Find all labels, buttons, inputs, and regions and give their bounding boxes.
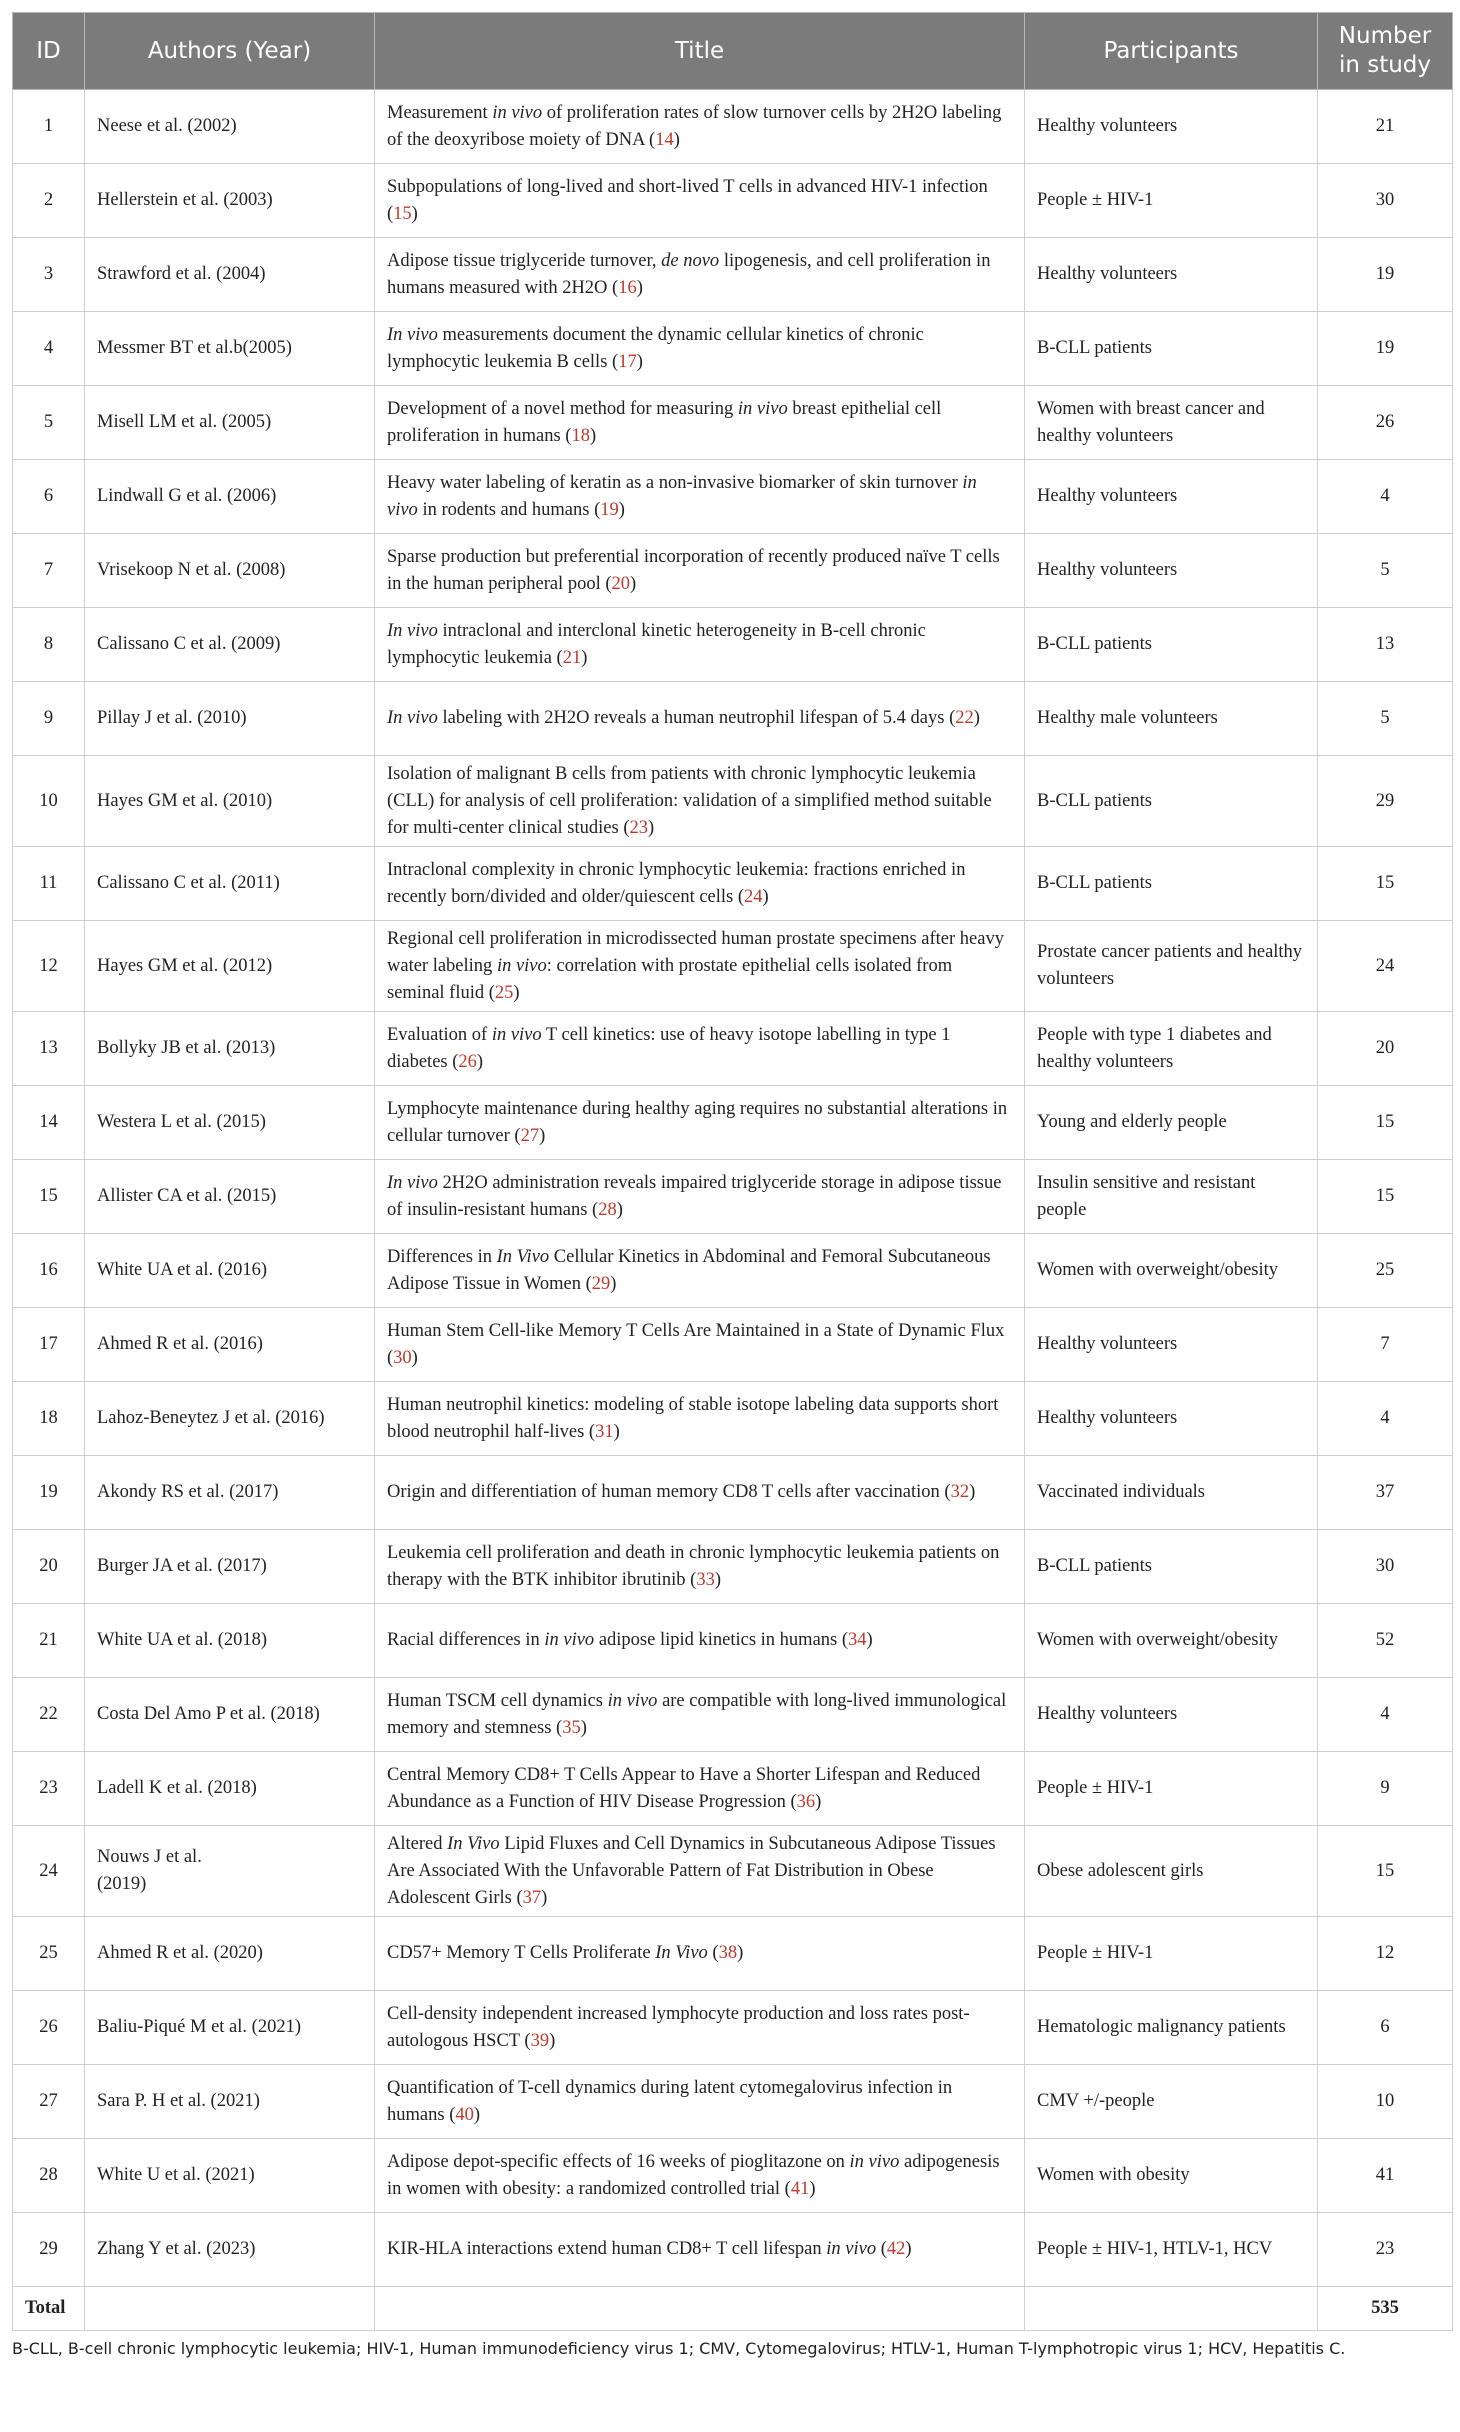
studies-table-container xyxy=(12,12,1452,2358)
reference-link[interactable]: 40 xyxy=(455,2104,474,2125)
title-text: Sparse production but preferential incorporation of recently produced naïve T cells in the human peripheral pool xyxy=(387,546,1000,594)
table-row xyxy=(13,1012,1453,1086)
reference-link[interactable]: 30 xyxy=(393,1347,412,1368)
reference-link[interactable]: 31 xyxy=(595,1421,614,1442)
table-row xyxy=(13,1530,1453,1604)
cell-authors: Hayes GM et al. (2012) xyxy=(85,921,375,1012)
cell-authors: Hellerstein et al. (2003) xyxy=(85,164,375,238)
cell-id: 29 xyxy=(13,2213,85,2287)
cell-number: 20 xyxy=(1318,1012,1453,1086)
table-row xyxy=(13,312,1453,386)
cell-participants: Prostate cancer patients and healthy volunteers xyxy=(1025,921,1318,1012)
cell-title: CD57+ Memory T Cells Proliferate In Vivo (38) xyxy=(375,1917,1025,1991)
cell-title: Sparse production but preferential incorporation of recently produced naïve T cells in the human peripheral pool (20) xyxy=(375,534,1025,608)
cell-number: 41 xyxy=(1318,2139,1453,2213)
cell-participants: B-CLL patients xyxy=(1025,756,1318,847)
reference-link[interactable]: 32 xyxy=(950,1482,970,1502)
cell-authors: White UA et al. (2016) xyxy=(85,1234,375,1308)
table-row xyxy=(13,1160,1453,1234)
cell-participants: Women with overweight/obesity xyxy=(1025,1604,1318,1678)
table-row xyxy=(13,1604,1453,1678)
cell-participants: B-CLL patients xyxy=(1025,1530,1318,1604)
cell-authors: Neese et al. (2002) xyxy=(85,90,375,164)
table-row xyxy=(13,534,1453,608)
reference-link[interactable]: 28 xyxy=(598,1199,617,1220)
cell-title: Regional cell proliferation in microdissected human prostate specimens after heavy water labeling in vivo: correlation with prostate epithelial cells isolated from seminal fluid (25) xyxy=(375,921,1025,1012)
cell-title: In vivo 2H2O administration reveals impaired triglyceride storage in adipose tissue of insulin-resistant humans (28) xyxy=(375,1160,1025,1234)
title-text: Subpopulations of long-lived and short-lived T cells in advanced HIV-1 infection xyxy=(387,176,988,197)
title-text: Racial differences in in vivo adipose lipid kinetics in humans xyxy=(387,1630,838,1650)
cell-title: Cell-density independent increased lymphocyte production and loss rates post-autologous HSCT (39) xyxy=(375,1991,1025,2065)
cell-id: 10 xyxy=(13,756,85,847)
table-row xyxy=(13,1678,1453,1752)
cell-participants: Healthy male volunteers xyxy=(1025,682,1318,756)
cell-title: Heavy water labeling of keratin as a non-invasive biomarker of skin turnover in vivo in rodents and humans (19) xyxy=(375,460,1025,534)
cell-title: Lymphocyte maintenance during healthy aging requires no substantial alterations in cellular turnover (27) xyxy=(375,1086,1025,1160)
cell-participants: B-CLL patients xyxy=(1025,608,1318,682)
cell-participants: Healthy volunteers xyxy=(1025,1308,1318,1382)
cell-id: 13 xyxy=(13,1012,85,1086)
cell-id: 3 xyxy=(13,238,85,312)
title-text: Measurement in vivo of proliferation rates of slow turnover cells by 2H2O labeling of the deoxyribose moiety of DNA xyxy=(387,102,1002,150)
cell-number: 5 xyxy=(1318,682,1453,756)
cell-id: 4 xyxy=(13,312,85,386)
title-text: Human TSCM cell dynamics in vivo are compatible with long-lived immunological memory and stemness xyxy=(387,1690,1007,1738)
column-header-title: Title xyxy=(375,13,1025,90)
table-row xyxy=(13,238,1453,312)
total-label: Total xyxy=(13,2287,85,2331)
reference-link[interactable]: 39 xyxy=(530,2030,550,2051)
cell-participants: Healthy volunteers xyxy=(1025,1678,1318,1752)
cell-number: 7 xyxy=(1318,1308,1453,1382)
cell-number: 26 xyxy=(1318,386,1453,460)
title-text: In vivo 2H2O administration reveals impaired triglyceride storage in adipose tissue of insulin-resistant humans xyxy=(387,1172,1002,1220)
title-text: Central Memory CD8+ T Cells Appear to Have a Shorter Lifespan and Reduced Abundance as a Function of HIV Disease Progression xyxy=(387,1764,981,1812)
title-text: CD57+ Memory T Cells Proliferate In Vivo xyxy=(387,1943,708,1963)
title-text: In vivo labeling with 2H2O reveals a human neutrophil lifespan of 5.4 days xyxy=(387,708,945,728)
table-row xyxy=(13,90,1453,164)
cell-number: 15 xyxy=(1318,1086,1453,1160)
cell-number: 15 xyxy=(1318,1826,1453,1917)
cell-title: In vivo labeling with 2H2O reveals a human neutrophil lifespan of 5.4 days (22) xyxy=(375,682,1025,756)
reference-link[interactable]: 29 xyxy=(591,1273,611,1294)
cell-number: 10 xyxy=(1318,2065,1453,2139)
cell-authors: Ahmed R et al. (2020) xyxy=(85,1917,375,1991)
title-text: Altered In Vivo Lipid Fluxes and Cell Dynamics in Subcutaneous Adipose Tissues Are Associated With the Unfavorable Pattern of Fat Distribution in Obese Adolescent Girls xyxy=(387,1833,996,1908)
cell-id: 19 xyxy=(13,1456,85,1530)
cell-id: 20 xyxy=(13,1530,85,1604)
table-row xyxy=(13,682,1453,756)
cell-participants: Women with breast cancer and healthy volunteers xyxy=(1025,386,1318,460)
cell-participants: People ± HIV-1, HTLV-1, HCV xyxy=(1025,2213,1318,2287)
title-text: Cell-density independent increased lymphocyte production and loss rates post-autologous HSCT xyxy=(387,2003,970,2051)
cell-id: 9 xyxy=(13,682,85,756)
cell-participants: Obese adolescent girls xyxy=(1025,1826,1318,1917)
reference-link[interactable]: 14 xyxy=(655,129,674,150)
title-text: Heavy water labeling of keratin as a non-invasive biomarker of skin turnover in vivo in rodents and humans xyxy=(387,472,977,520)
title-text: KIR-HLA interactions extend human CD8+ T cell lifespan in vivo xyxy=(387,2239,877,2259)
reference-link[interactable]: 22 xyxy=(955,708,974,728)
cell-title: Intraclonal complexity in chronic lymphocytic leukemia: fractions enriched in recently born/divided and older/quiescent cells (24) xyxy=(375,847,1025,921)
cell-authors: Costa Del Amo P et al. (2018) xyxy=(85,1678,375,1752)
cell-participants: Healthy volunteers xyxy=(1025,1382,1318,1456)
cell-empty xyxy=(375,2287,1025,2331)
title-text: Human Stem Cell-like Memory T Cells Are Maintained in a State of Dynamic Flux xyxy=(387,1320,1005,1341)
reference-link[interactable]: 37 xyxy=(522,1887,542,1908)
table-row xyxy=(13,847,1453,921)
cell-title: Quantification of T-cell dynamics during latent cytomegalovirus infection in humans (40) xyxy=(375,2065,1025,2139)
cell-id: 7 xyxy=(13,534,85,608)
cell-id: 18 xyxy=(13,1382,85,1456)
cell-id: 23 xyxy=(13,1752,85,1826)
cell-number: 19 xyxy=(1318,312,1453,386)
cell-title: In vivo measurements document the dynamic cellular kinetics of chronic lymphocytic leukemia B cells (17) xyxy=(375,312,1025,386)
table-row xyxy=(13,2213,1453,2287)
cell-number: 15 xyxy=(1318,1160,1453,1234)
table-row xyxy=(13,2139,1453,2213)
title-text: Origin and differentiation of human memory CD8 T cells after vaccination xyxy=(387,1482,940,1502)
table-row xyxy=(13,2065,1453,2139)
cell-title: Altered In Vivo Lipid Fluxes and Cell Dynamics in Subcutaneous Adipose Tissues Are Associated With the Unfavorable Pattern of Fat Distribution in Obese Adolescent Girls (37) xyxy=(375,1826,1025,1917)
title-text: Adipose tissue triglyceride turnover, de novo lipogenesis, and cell proliferation in humans measured with 2H2O xyxy=(387,250,991,298)
cell-participants: Women with overweight/obesity xyxy=(1025,1234,1318,1308)
cell-title: Measurement in vivo of proliferation rates of slow turnover cells by 2H2O labeling of the deoxyribose moiety of DNA (14) xyxy=(375,90,1025,164)
cell-empty xyxy=(85,2287,375,2331)
title-text: Human neutrophil kinetics: modeling of stable isotope labeling data supports short blood neutrophil half-lives xyxy=(387,1394,999,1442)
cell-id: 1 xyxy=(13,90,85,164)
cell-participants: Women with obesity xyxy=(1025,2139,1318,2213)
cell-title: Human Stem Cell-like Memory T Cells Are Maintained in a State of Dynamic Flux (30) xyxy=(375,1308,1025,1382)
reference-link[interactable]: 17 xyxy=(618,351,637,372)
cell-authors: Calissano C et al. (2009) xyxy=(85,608,375,682)
cell-authors: Calissano C et al. (2011) xyxy=(85,847,375,921)
table-footnote: B-CLL, B-cell chronic lymphocytic leukemia; HIV-1, Human immunodeficiency virus 1; CMV, Cytomegalovirus; HTLV-1, Human T-lymphotropic virus 1; HCV, Hepatitis C. xyxy=(12,2339,1346,2358)
cell-authors: White U et al. (2021) xyxy=(85,2139,375,2213)
reference-link[interactable]: 27 xyxy=(520,1125,540,1146)
cell-id: 26 xyxy=(13,1991,85,2065)
cell-authors: Zhang Y et al. (2023) xyxy=(85,2213,375,2287)
cell-number: 4 xyxy=(1318,1678,1453,1752)
cell-number: 9 xyxy=(1318,1752,1453,1826)
cell-authors: Lindwall G et al. (2006) xyxy=(85,460,375,534)
title-text: In vivo intraclonal and interclonal kinetic heterogeneity in B-cell chronic lymphocytic leukemia xyxy=(387,620,926,668)
title-text: Development of a novel method for measuring in vivo breast epithelial cell proliferation in humans xyxy=(387,398,942,446)
cell-id: 24 xyxy=(13,1826,85,1917)
reference-link[interactable]: 35 xyxy=(562,1717,581,1738)
cell-participants: People with type 1 diabetes and healthy volunteers xyxy=(1025,1012,1318,1086)
cell-authors: Nouws J et al. (2019) xyxy=(85,1826,375,1917)
reference-link[interactable]: 41 xyxy=(790,2178,810,2199)
table-row xyxy=(13,1752,1453,1826)
cell-empty xyxy=(1025,2287,1318,2331)
cell-number: 13 xyxy=(1318,608,1453,682)
title-text: In vivo measurements document the dynamic cellular kinetics of chronic lymphocytic leukemia B cells xyxy=(387,324,924,372)
reference-link[interactable]: 16 xyxy=(618,277,637,298)
cell-authors: Lahoz-Beneytez J et al. (2016) xyxy=(85,1382,375,1456)
cell-number: 4 xyxy=(1318,1382,1453,1456)
cell-id: 17 xyxy=(13,1308,85,1382)
reference-link[interactable]: 23 xyxy=(629,817,648,838)
reference-link[interactable]: 38 xyxy=(718,1943,738,1963)
reference-link[interactable]: 36 xyxy=(796,1791,816,1812)
reference-link[interactable]: 26 xyxy=(458,1051,477,1072)
table-row xyxy=(13,608,1453,682)
cell-participants: People ± HIV-1 xyxy=(1025,164,1318,238)
cell-title: Isolation of malignant B cells from patients with chronic lymphocytic leukemia (CLL) for analysis of cell proliferation: validation of a simplified method suitable for multi-center clinical studies (23) xyxy=(375,756,1025,847)
cell-participants: Healthy volunteers xyxy=(1025,238,1318,312)
cell-authors: Vrisekoop N et al. (2008) xyxy=(85,534,375,608)
title-text: Isolation of malignant B cells from patients with chronic lymphocytic leukemia (CLL) for analysis of cell proliferation: validation of a simplified method suitable for multi-center clinical studies xyxy=(387,763,992,838)
cell-number: 4 xyxy=(1318,460,1453,534)
cell-title: Central Memory CD8+ T Cells Appear to Have a Shorter Lifespan and Reduced Abundance as a Function of HIV Disease Progression (36) xyxy=(375,1752,1025,1826)
title-text: Regional cell proliferation in microdissected human prostate specimens after heavy water labeling in vivo: correlation with prostate epithelial cells isolated from seminal fluid xyxy=(387,928,1004,1003)
cell-title: KIR-HLA interactions extend human CD8+ T cell lifespan in vivo (42) xyxy=(375,2213,1025,2287)
cell-id: 14 xyxy=(13,1086,85,1160)
cell-number: 24 xyxy=(1318,921,1453,1012)
cell-authors: Sara P. H et al. (2021) xyxy=(85,2065,375,2139)
title-text: Lymphocyte maintenance during healthy aging requires no substantial alterations in cellular turnover xyxy=(387,1098,1008,1146)
cell-id: 15 xyxy=(13,1160,85,1234)
cell-id: 5 xyxy=(13,386,85,460)
cell-authors: Burger JA et al. (2017) xyxy=(85,1530,375,1604)
cell-participants: Healthy volunteers xyxy=(1025,90,1318,164)
table-row xyxy=(13,1234,1453,1308)
reference-link[interactable]: 25 xyxy=(494,982,514,1003)
cell-title: Human TSCM cell dynamics in vivo are compatible with long-lived immunological memory and stemness (35) xyxy=(375,1678,1025,1752)
cell-title: Development of a novel method for measuring in vivo breast epithelial cell proliferation in humans (18) xyxy=(375,386,1025,460)
cell-participants: Vaccinated individuals xyxy=(1025,1456,1318,1530)
cell-participants: People ± HIV-1 xyxy=(1025,1917,1318,1991)
cell-number: 37 xyxy=(1318,1456,1453,1530)
cell-title: Subpopulations of long-lived and short-lived T cells in advanced HIV-1 infection (15) xyxy=(375,164,1025,238)
table-row xyxy=(13,1308,1453,1382)
cell-number: 5 xyxy=(1318,534,1453,608)
cell-number: 19 xyxy=(1318,238,1453,312)
cell-id: 11 xyxy=(13,847,85,921)
reference-link[interactable]: 42 xyxy=(886,2239,906,2259)
header-row xyxy=(13,13,1453,90)
column-header-id: ID xyxy=(13,13,85,90)
column-header-participants: Participants xyxy=(1025,13,1318,90)
table-row xyxy=(13,1456,1453,1530)
cell-authors: Baliu-Piqué M et al. (2021) xyxy=(85,1991,375,2065)
reference-link[interactable]: 19 xyxy=(600,499,619,520)
cell-authors: Misell LM et al. (2005) xyxy=(85,386,375,460)
cell-number: 30 xyxy=(1318,164,1453,238)
cell-title: Origin and differentiation of human memory CD8 T cells after vaccination (32) xyxy=(375,1456,1025,1530)
column-header-authors: Authors (Year) xyxy=(85,13,375,90)
cell-authors: Strawford et al. (2004) xyxy=(85,238,375,312)
reference-link[interactable]: 21 xyxy=(562,647,582,668)
cell-id: 8 xyxy=(13,608,85,682)
cell-id: 2 xyxy=(13,164,85,238)
reference-link[interactable]: 33 xyxy=(696,1569,715,1590)
cell-id: 12 xyxy=(13,921,85,1012)
table-row xyxy=(13,386,1453,460)
cell-authors: Ladell K et al. (2018) xyxy=(85,1752,375,1826)
table-row xyxy=(13,1826,1453,1917)
cell-id: 27 xyxy=(13,2065,85,2139)
cell-number: 30 xyxy=(1318,1530,1453,1604)
title-text: Intraclonal complexity in chronic lymphocytic leukemia: fractions enriched in recently born/divided and older/quiescent cells xyxy=(387,859,966,907)
studies-table xyxy=(12,12,1453,2331)
cell-participants: Young and elderly people xyxy=(1025,1086,1318,1160)
cell-id: 21 xyxy=(13,1604,85,1678)
cell-participants: Hematologic malignancy patients xyxy=(1025,1991,1318,2065)
cell-number: 23 xyxy=(1318,2213,1453,2287)
cell-id: 16 xyxy=(13,1234,85,1308)
column-header-number: Number in study xyxy=(1318,13,1453,90)
cell-authors: Allister CA et al. (2015) xyxy=(85,1160,375,1234)
cell-id: 28 xyxy=(13,2139,85,2213)
title-text: Quantification of T-cell dynamics during latent cytomegalovirus infection in humans xyxy=(387,2077,953,2125)
cell-title: Human neutrophil kinetics: modeling of stable isotope labeling data supports short blood neutrophil half-lives (31) xyxy=(375,1382,1025,1456)
cell-title: In vivo intraclonal and interclonal kinetic heterogeneity in B-cell chronic lymphocytic leukemia (21) xyxy=(375,608,1025,682)
table-row xyxy=(13,460,1453,534)
cell-authors: Bollyky JB et al. (2013) xyxy=(85,1012,375,1086)
cell-title: Racial differences in in vivo adipose lipid kinetics in humans (34) xyxy=(375,1604,1025,1678)
reference-link[interactable]: 20 xyxy=(611,573,631,594)
cell-participants: Healthy volunteers xyxy=(1025,460,1318,534)
cell-number: 15 xyxy=(1318,847,1453,921)
cell-title: Adipose depot-specific effects of 16 weeks of pioglitazone on in vivo adipogenesis in women with obesity: a randomized controlled trial (41) xyxy=(375,2139,1025,2213)
reference-link[interactable]: 18 xyxy=(571,425,590,446)
cell-authors: Ahmed R et al. (2016) xyxy=(85,1308,375,1382)
cell-participants: People ± HIV-1 xyxy=(1025,1752,1318,1826)
cell-authors: Akondy RS et al. (2017) xyxy=(85,1456,375,1530)
cell-authors: Messmer BT et al.b(2005) xyxy=(85,312,375,386)
table-row xyxy=(13,1086,1453,1160)
cell-authors: White UA et al. (2018) xyxy=(85,1604,375,1678)
cell-title: Evaluation of in vivo T cell kinetics: use of heavy isotope labelling in type 1 diabetes (26) xyxy=(375,1012,1025,1086)
table-row xyxy=(13,921,1453,1012)
title-text: Leukemia cell proliferation and death in chronic lymphocytic leukemia patients on therapy with the BTK inhibitor ibrutinib xyxy=(387,1542,1000,1590)
cell-participants: B-CLL patients xyxy=(1025,312,1318,386)
cell-participants: B-CLL patients xyxy=(1025,847,1318,921)
table-row xyxy=(13,164,1453,238)
cell-id: 6 xyxy=(13,460,85,534)
table-body xyxy=(13,90,1453,2331)
cell-authors: Hayes GM et al. (2010) xyxy=(85,756,375,847)
reference-link[interactable]: 24 xyxy=(744,886,763,907)
title-text: Adipose depot-specific effects of 16 weeks of pioglitazone on in vivo adipogenesis in women with obesity: a randomized controlled trial xyxy=(387,2151,1000,2199)
cell-participants: CMV +/-people xyxy=(1025,2065,1318,2139)
cell-authors: Pillay J et al. (2010) xyxy=(85,682,375,756)
cell-id: 25 xyxy=(13,1917,85,1991)
cell-authors: Westera L et al. (2015) xyxy=(85,1086,375,1160)
table-row xyxy=(13,1917,1453,1991)
cell-title: Differences in In Vivo Cellular Kinetics in Abdominal and Femoral Subcutaneous Adipose Tissue in Women (29) xyxy=(375,1234,1025,1308)
cell-number: 21 xyxy=(1318,90,1453,164)
title-text: Evaluation of in vivo T cell kinetics: use of heavy isotope labelling in type 1 diabetes xyxy=(387,1024,951,1072)
cell-number: 6 xyxy=(1318,1991,1453,2065)
reference-link[interactable]: 34 xyxy=(848,1630,867,1650)
cell-title: Leukemia cell proliferation and death in chronic lymphocytic leukemia patients on therapy with the BTK inhibitor ibrutinib (33) xyxy=(375,1530,1025,1604)
cell-number: 52 xyxy=(1318,1604,1453,1678)
total-number: 535 xyxy=(1318,2287,1453,2331)
reference-link[interactable]: 15 xyxy=(393,203,412,224)
total-row xyxy=(13,2287,1453,2331)
table-row xyxy=(13,756,1453,847)
table-row xyxy=(13,1382,1453,1456)
cell-id: 22 xyxy=(13,1678,85,1752)
cell-number: 29 xyxy=(1318,756,1453,847)
cell-participants: Insulin sensitive and resistant people xyxy=(1025,1160,1318,1234)
cell-participants: Healthy volunteers xyxy=(1025,534,1318,608)
title-text: Differences in In Vivo Cellular Kinetics in Abdominal and Femoral Subcutaneous Adipose Tissue in Women xyxy=(387,1246,991,1294)
cell-title: Adipose tissue triglyceride turnover, de novo lipogenesis, and cell proliferation in humans measured with 2H2O (16) xyxy=(375,238,1025,312)
table-row xyxy=(13,1991,1453,2065)
cell-number: 25 xyxy=(1318,1234,1453,1308)
cell-number: 12 xyxy=(1318,1917,1453,1991)
